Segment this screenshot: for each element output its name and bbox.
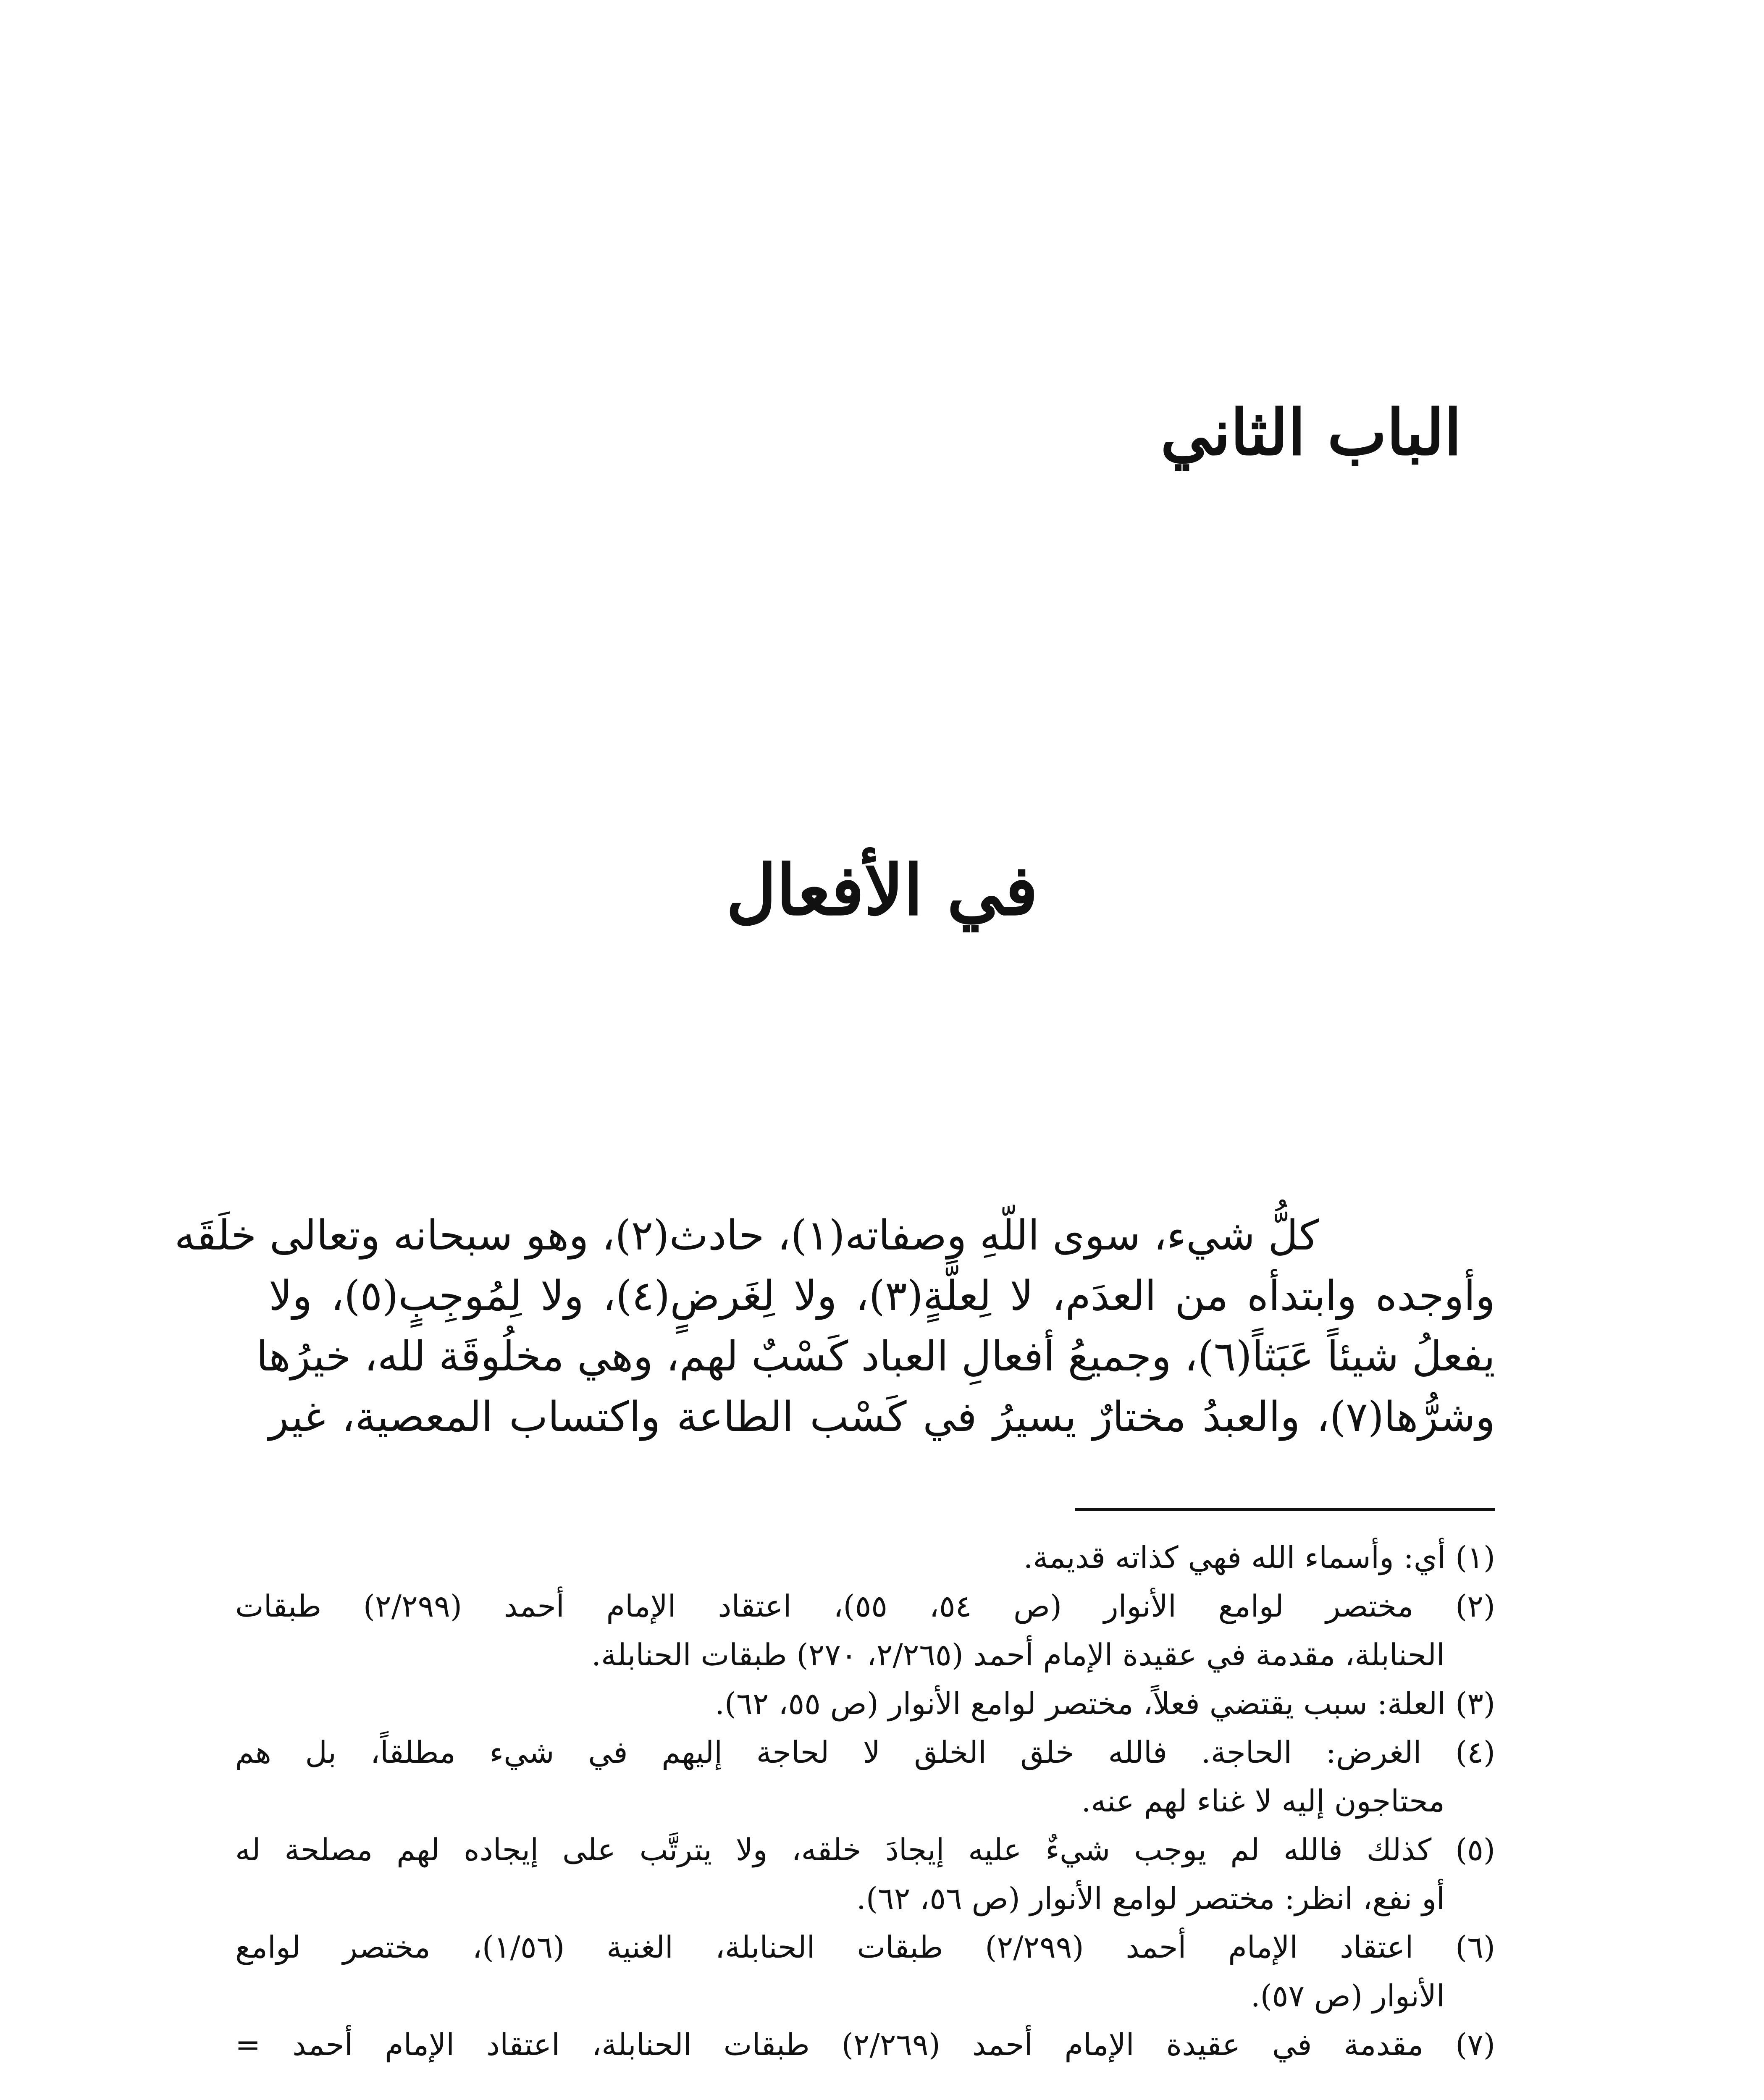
paragraph-line: كلُّ شيء، سوى اللّهِ وصفاته(١)، حادث(٢)، وهو سبحانه وتعالى خلَقَه: [174, 1212, 1319, 1260]
paragraph-line: يفعلُ شيئاً عَبَثاً(٦)، وجميعُ أفعالِ العباد كَسْبٌ لهم، وهي مخلُوقَة لله، خيرُها: [256, 1333, 1495, 1381]
paragraph-line: وأوجده وابتدأه من العدَم، لا لِعلَّةٍ(٣)، ولا لِغَرضٍ(٤)، ولا لِمُوجِبٍ(٥)، ولا: [269, 1272, 1495, 1320]
footnote-3: [235, 1679, 1495, 1728]
footnote-4: [235, 1728, 1495, 1825]
footnote-line: محتاجون إليه لا غناء لهم عنه.: [1081, 1783, 1445, 1819]
footnote-line: (٤) الغرض: الحاجة. فالله خلق الخلق لا لحاجة إليهم في شيء مطلقاً، بل هم: [235, 1735, 1495, 1770]
footnote-line: الحنابلة، مقدمة في عقيدة الإمام أحمد (٢/٢٦٥، ٢٧٠) طبقات الحنابلة.: [591, 1637, 1445, 1672]
footnote-7: [235, 2020, 1495, 2069]
footnote-line: (٧) مقدمة في عقيدة الإمام أحمد (٢/٢٦٩) طبقات الحنابلة، اعتقاد الإمام أحمد =: [235, 2027, 1495, 2062]
main-paragraph: [174, 1205, 1495, 1447]
footnote-line: (٢) مختصر لوامع الأنوار (ص ٥٤، ٥٥)، اعتقاد الإمام أحمد (٢/٢٩٩) طبقات: [235, 1588, 1495, 1624]
footnotes: [235, 1533, 1495, 2069]
section-title: في الأفعال: [726, 849, 1038, 931]
footnote-line: (٣) العلة: سبب يقتضي فعلاً، مختصر لوامع الأنوار (ص ٥٥، ٦٢).: [715, 1686, 1495, 1721]
paragraph-line: وشرُّها(٧)، والعبدُ مختارٌ يسيرُ في كَسْب الطاعة واكتساب المعصية، غير: [269, 1393, 1495, 1441]
footnote-5: [235, 1825, 1495, 1923]
footnote-1: [235, 1533, 1495, 1582]
footnote-line: (١) أي: وأسماء الله فهي كذاته قديمة.: [1023, 1540, 1495, 1575]
footnote-line: (٥) كذلك فالله لم يوجب شيءٌ عليه إيجادَ خلقه، ولا يترتَّب على إيجاده لهم مصلحة له: [235, 1832, 1495, 1867]
footnote-line: الأنوار (ص ٥٧).: [1250, 1978, 1445, 2013]
footnote-line: (٦) اعتقاد الإمام أحمد (٢/٢٩٩) طبقات الحنابلة، الغنية (١/٥٦)، مختصر لوامع: [235, 1929, 1495, 1965]
footnote-separator: [1075, 1508, 1495, 1511]
chapter-title: الباب الثاني: [1160, 396, 1462, 470]
footnote-6: [235, 1923, 1495, 2020]
footnote-2: [235, 1582, 1495, 1679]
footnote-line: أو نفع، انظر: مختصر لوامع الأنوار (ص ٥٦، ٦٢).: [856, 1881, 1445, 1916]
